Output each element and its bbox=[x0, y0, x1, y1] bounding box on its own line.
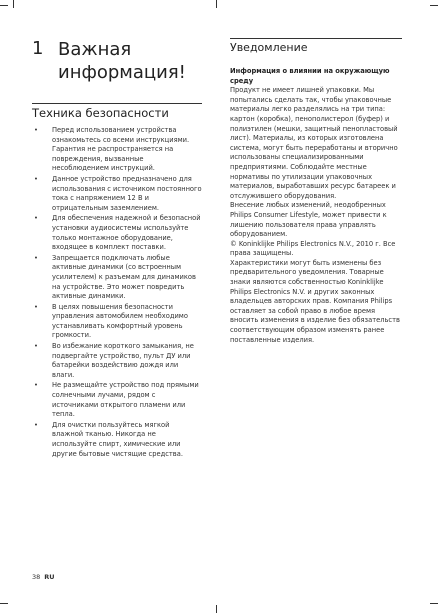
bullet-glyph: • bbox=[34, 342, 38, 351]
list-item-text: В целях повышения безопасности управления автомобилем необходимо устанавливать комфортный уровень громкости. bbox=[52, 302, 188, 340]
list-item-text: Перед использованием устройства ознакомьтесь со всеми инструкциями. Гарантия не распространяется на повреждения, вызванные несоблюдением инструкций. bbox=[52, 126, 190, 173]
bullet-glyph: • bbox=[34, 420, 38, 429]
safety-list bbox=[32, 126, 202, 459]
list-item-text: Запрещается подключать любые активные динамики (со встроенным усилителем) к разъемам для динамиков на устройстве. Это может повредить активные динамики. bbox=[52, 253, 196, 301]
crop-mark bbox=[216, 605, 217, 613]
section-rule bbox=[230, 38, 402, 39]
list-item bbox=[32, 303, 202, 341]
crop-mark bbox=[216, 0, 217, 8]
crop-mark bbox=[0, 603, 8, 604]
chapter-number: 1 bbox=[32, 38, 44, 59]
crop-mark bbox=[13, 0, 14, 8]
list-item-text: Во избежание короткого замыкания, не подвергайте устройство, пульт ДУ или батарейки воздействию дождя или влаги. bbox=[52, 342, 194, 379]
list-item bbox=[32, 342, 202, 380]
chapter-title-line: Важная bbox=[58, 39, 132, 60]
list-item-text: Для обеспечения надежной и безопасной установки аудиосистемы используйте только монтажное оборудование, входящее в комплект поставки. bbox=[52, 214, 201, 252]
list-item-text: Не размещайте устройство под прямыми солнечными лучами, рядом с источниками открытого пламени или тепла. bbox=[52, 381, 199, 419]
list-item bbox=[32, 214, 202, 252]
list-item bbox=[32, 175, 202, 213]
environment-subtitle: Информация о влиянии на окружающую среду bbox=[230, 67, 390, 85]
list-item-text: Данное устройство предназначено для использования с источником постоянного тока с напряжением 12 В и отрицательным заземлением. bbox=[52, 174, 202, 212]
bullet-glyph: • bbox=[34, 253, 38, 262]
list-item bbox=[32, 381, 202, 419]
section-title: Техника безопасности bbox=[32, 106, 169, 120]
notice-title: Уведомление bbox=[230, 41, 308, 54]
page-number: 38 bbox=[32, 573, 41, 581]
crop-mark bbox=[430, 603, 438, 604]
chapter-heading bbox=[32, 38, 202, 84]
paragraph: Продукт не имеет лишней упаковки. Мы попытались сделать так, чтобы упаковочные материалы легко разделялись на три типа: картон (коробка), пенополистерол (буфер) и полиэтилен (мешки, защитный пенопластовый лист). Материалы, из которых изготовлена система, могут быть переработаны и вторично использованы специализированными предприятиями. Соблюдайте местные нормативы по утилизации упаковочных материалов, выработавших ресурс батареек и отслужившего оборудования. bbox=[230, 86, 398, 200]
chapter-title bbox=[58, 38, 186, 84]
list-item bbox=[32, 421, 202, 459]
paragraph: Внесение любых изменений, неодобренных Philips Consumer Lifestyle, может привести к лишению пользователя права управлять оборудованием. bbox=[230, 201, 387, 239]
crop-mark bbox=[0, 5, 8, 6]
paragraph: © Koninklijke Philips Electronics N.V., 2010 г. Все права защищены. bbox=[230, 239, 396, 258]
list-item bbox=[32, 126, 202, 174]
bullet-glyph: • bbox=[34, 381, 38, 390]
list-item-text: Для очистки пользуйтесь мягкой влажной тканью. Никогда не используйте спирт, химические или другие бытовые чистящие средства. bbox=[52, 420, 183, 458]
left-column bbox=[32, 38, 202, 460]
notice-text bbox=[230, 86, 402, 345]
language-code: RU bbox=[44, 573, 55, 581]
crop-mark bbox=[430, 5, 438, 6]
bullet-glyph: • bbox=[34, 214, 38, 223]
bullet-glyph: • bbox=[34, 174, 38, 183]
page-footer bbox=[32, 573, 55, 581]
chapter-title-line: информация! bbox=[58, 62, 186, 83]
bullet-glyph: • bbox=[34, 302, 38, 311]
paragraph: Характеристики могут быть изменены без предварительного уведомления. Товарные знаки являются собственностью Koninklijke Philips Electronics N.V. и других законных владельцев авторских прав. Компания Philips оставляет за собой право в любое время вносить изменения в изделие без обязательств соответствующим образом изменять ранее поставленные изделия. bbox=[230, 258, 400, 344]
list-item bbox=[32, 254, 202, 302]
right-column bbox=[230, 38, 402, 345]
bullet-glyph: • bbox=[34, 126, 38, 134]
section-rule bbox=[32, 103, 202, 104]
